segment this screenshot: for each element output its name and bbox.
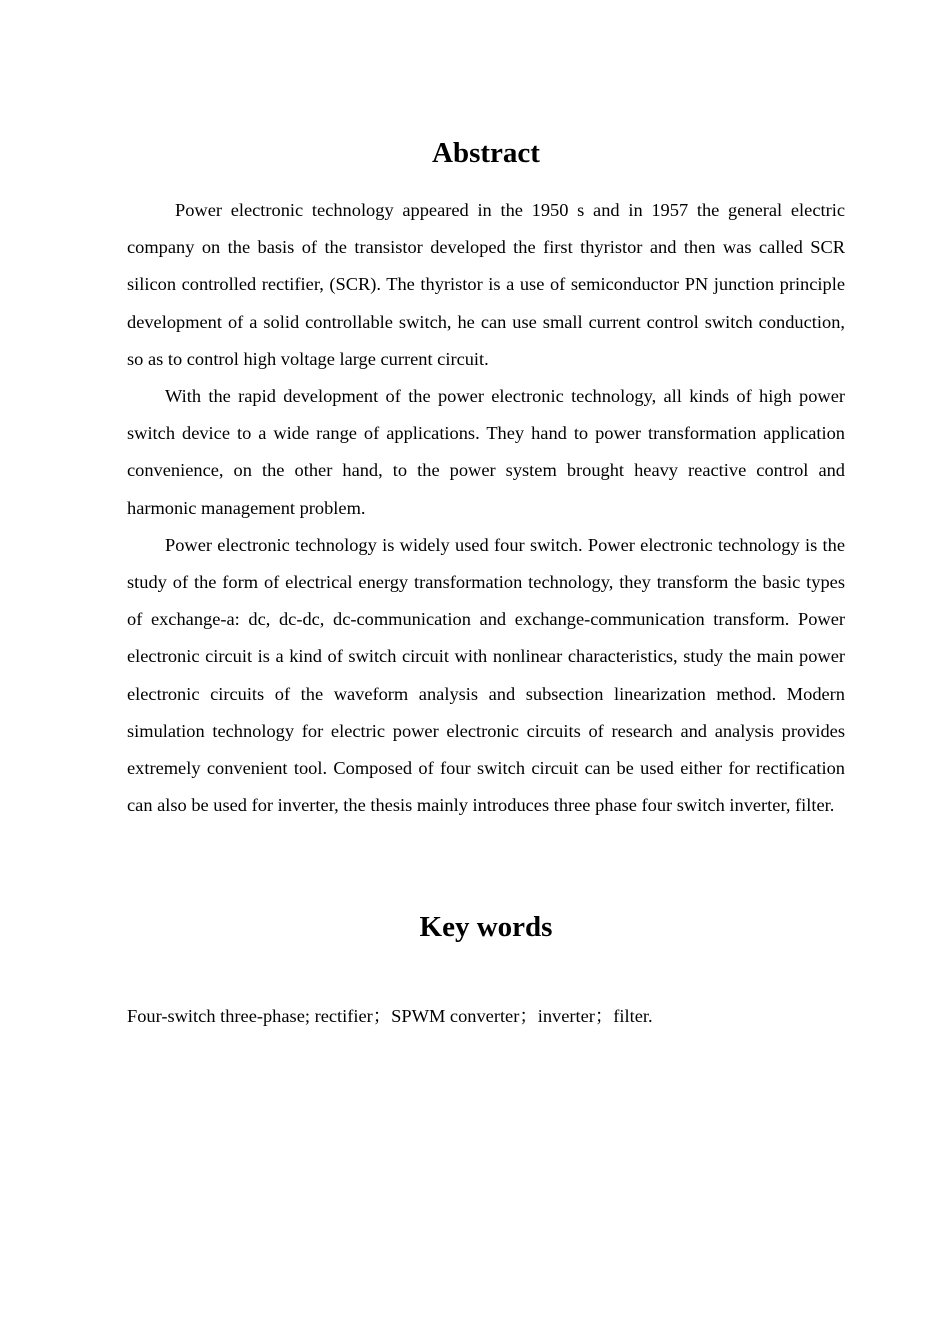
abstract-body <box>127 192 845 824</box>
abstract-paragraph-3: Power electronic technology is widely used four switch. Power electronic technology is the study of the form of electrical energy transformation technology, they transform the basic types of exchange-a: dc, dc-dc, dc-communication and exchange-communication transform. Power electronic circuit is a kind of switch circuit with nonlinear characteristics, study the main power electronic circuits of the waveform analysis and subsection linearization method. Modern simulation technology for electric power electronic circuits of research and analysis provides extremely convenient tool. Composed of four switch circuit can be used either for rectification can also be used for inverter, the thesis mainly introduces three phase four switch inverter, filter. <box>127 534 845 816</box>
keywords-heading: Key words <box>419 911 553 943</box>
abstract-paragraph-1: Power electronic technology appeared in the 1950 s and in 1957 the general electric company on the basis of the transistor developed the first thyristor and then was called SCR silicon controlled rectifier, (SCR). The thyristor is a use of semiconductor PN junction principle development of a solid controllable switch, he can use small current control switch conduction, so as to control high voltage large current circuit. <box>127 200 845 369</box>
abstract-paragraph-2: With the rapid development of the power electronic technology, all kinds of high power switch device to a wide range of applications. They hand to power transformation application convenience, on the other hand, to the power system brought heavy reactive control and harmonic management problem. <box>127 386 845 518</box>
abstract-heading: Abstract <box>432 137 540 169</box>
keywords-list: Four-switch three-phase; rectifier；SPWM converter；inverter；filter. <box>127 1006 653 1026</box>
